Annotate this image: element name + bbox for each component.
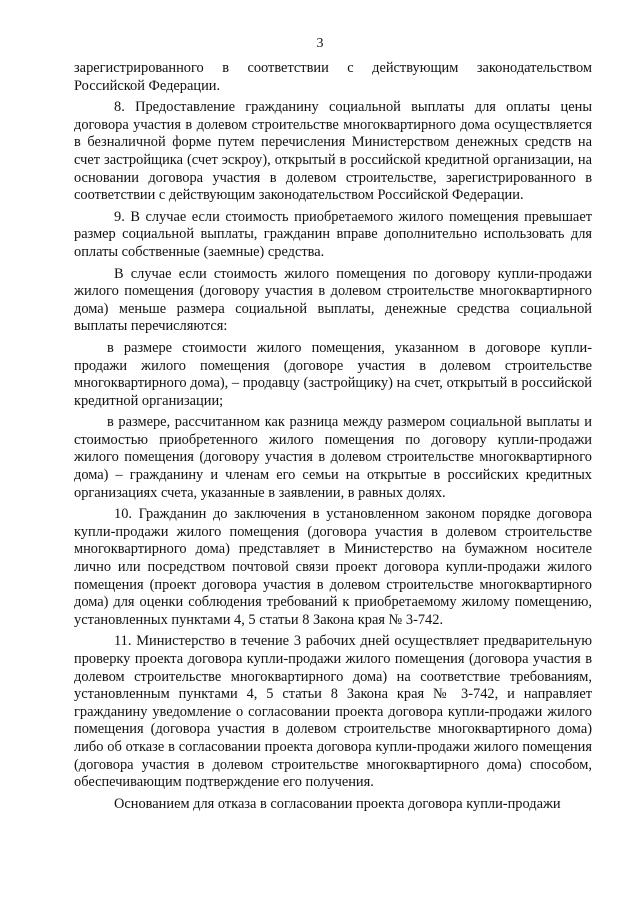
paragraph-continuation: зарегистрированного в соответствии с действующим законодательством Российской Федерации. xyxy=(74,60,592,94)
paragraph-item-9-bullet-1: в размере стоимости жилого помещения, указанном в договоре купли-продажи жилого помещения (договоре участия в долевом строительстве многоквартирного дома), – продавцу (застройщику) на счет, открытый в российской кредитной организации; xyxy=(74,339,592,409)
paragraph-item-9-bullet-2: в размере, рассчитанном как разница между размером социальной выплаты и стоимостью приобретенного жилого помещения по договору купли-продажи жилого помещения (договору участия в долевом строительстве многоквартирного дома) – гражданину и членам его семьи на открытые в российских кредитных организациях счета, указанные в заявлении, в равных долях. xyxy=(74,414,592,501)
paragraph-refusal-grounds: Основанием для отказа в согласовании проекта договора купли-продажи xyxy=(114,795,561,812)
paragraph-item-9: 9. В случае если стоимость приобретаемого жилого помещения превышает размер социальной выплаты, гражданин вправе дополнительно использовать для оплаты собственные (заемные) средства. xyxy=(74,208,592,260)
document-body xyxy=(74,60,592,813)
page-number: 3 xyxy=(316,36,324,51)
paragraph-item-8: 8. Предоставление гражданину социальной выплаты для оплаты цены договора участия в долевом строительстве многоквартирного дома осуществляется в безналичной форме путем перечисления Министерством денежных средств на счет застройщика (счет эскроу), открытый в российской кредитной организации, на основании договора участия в долевом строительстве, зарегистрированного в соответствии с действующим законодательством Российской Федерации. xyxy=(74,99,592,204)
paragraph-item-10: 10. Гражданин до заключения в установленном законом порядке договора купли-продажи жилого помещения (договора участия в долевом строительстве многоквартирного дома) представляет в Министерство на бумажном носителе лично или посредством почтовой связи проект договора купли-продажи жилого помещения (проект договора участия в долевом строительстве многоквартирного дома) для оценки соблюдения требований к приобретаемому жилому помещению, установленных пунктами 4, 5 статьи 8 Закона края № 3-742. xyxy=(74,506,592,628)
paragraph-item-9-part-2: В случае если стоимость жилого помещения по договору купли-продажи жилого помещения (договору участия в долевом строительстве многоквартирного дома) меньше размера социальной выплаты, денежные средства социальной выплаты перечисляются: xyxy=(74,265,592,335)
paragraph-item-11: 11. Министерство в течение 3 рабочих дней осуществляет предварительную проверку проекта договора купли-продажи жилого помещения (договора участия в долевом строительстве многоквартирного дома) на соответствие требованиям, установленным пунктами 4, 5 статьи 8 Закона края № 3-742, и направляет гражданину уведомление о согласовании проекта договора купли-продажи жилого помещения (договора участия в долевом строительстве многоквартирного дома) либо об отказе в согласовании проекта договора купли-продажи жилого помещения (договора участия в долевом строительстве многоквартирного дома) способом, обеспечивающим подтверждение его получения. xyxy=(74,633,592,791)
